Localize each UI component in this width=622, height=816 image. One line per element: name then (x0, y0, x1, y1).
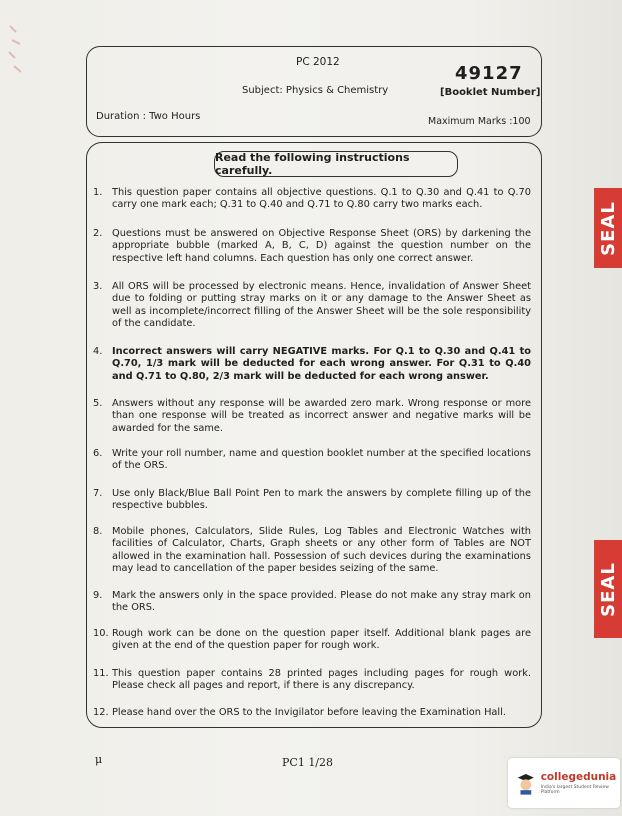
instruction-item (93, 281, 531, 331)
instruction-item (93, 668, 531, 693)
instruction-text: All ORS will be processed by electronic means. Hence, invalidation of Answer Sheet due to folding or putting stray marks on it or any damage to the Answer Sheet as well as incomplete/incorrect filling of the Answer Sheet will be the sole responsibility of the candidate. (112, 281, 531, 330)
seal-label: SEAL (597, 200, 619, 256)
paper-code: PC 2012 (296, 56, 340, 68)
instruction-item (93, 398, 531, 435)
booklet-number: 49127 (455, 63, 523, 84)
instruction-item (93, 187, 531, 212)
instruction-item (93, 707, 531, 719)
instruction-number: 3. (93, 281, 103, 292)
watermark-name: collegedunia (540, 771, 617, 783)
instruction-number: 10. (93, 628, 109, 639)
instruction-text: Incorrect answers will carry NEGATIVE marks. For Q.1 to Q.30 and Q.41 to Q.70, 1/3 mark will be deducted for each wrong answer. For Q.31 to Q.40 and Q.71 to Q.80, 2/3 mark will be deducted for each wrong answer. (112, 346, 531, 382)
instruction-item (93, 228, 531, 265)
page-number: PC1 1/28 (282, 756, 334, 769)
instruction-text: Questions must be answered on Objective Response Sheet (ORS) by darkening the appropriate bubble (marked A, B, C, D) against the question number on the respective left hand columns. Each question has only one correct answer. (112, 228, 531, 264)
instruction-item (93, 526, 531, 576)
instruction-number: 11. (93, 668, 109, 679)
instruction-text: Mark the answers only in the space provided. Please do not make any stray mark on the ORS. (112, 590, 531, 614)
instruction-number: 1. (93, 187, 103, 198)
seal-stamp-top (594, 188, 622, 268)
instruction-number: 5. (93, 398, 103, 409)
instruction-number: 9. (93, 590, 103, 601)
instruction-number: 4. (93, 346, 103, 357)
instruction-number: 12. (93, 707, 109, 718)
instruction-item (93, 448, 531, 473)
instruction-text: Write your roll number, name and question booklet number at the specified locations of the ORS. (112, 448, 531, 472)
instruction-text: Answers without any response will be awarded zero mark. Wrong response or more than one response will be treated as incorrect answer and negative marks will be awarded for the same. (112, 398, 531, 434)
watermark-tagline: India's largest Student Review Platform (540, 785, 609, 795)
instruction-number: 7. (93, 488, 103, 499)
footer-mark: μ (95, 753, 103, 766)
instruction-item (93, 488, 531, 513)
instruction-number: 6. (93, 448, 103, 459)
graduate-avatar-icon (516, 770, 536, 796)
instruction-number: 2. (93, 228, 103, 239)
instruction-text: Use only Black/Blue Ball Point Pen to mark the answers by complete filling up of the respective bubbles. (112, 488, 531, 512)
instruction-item (93, 628, 531, 653)
watermark-logo (508, 758, 620, 808)
seal-stamp-bottom (594, 540, 622, 638)
booklet-number-label: [Booklet Number] (440, 87, 541, 98)
instructions-banner: Read the following instructions carefully. (214, 151, 458, 177)
instruction-text: This question paper contains 28 printed pages including pages for rough work. Please check all pages and report, if there is any discrepancy. (112, 668, 531, 692)
instruction-item (93, 346, 531, 383)
duration: Duration : Two Hours (96, 111, 201, 122)
seal-label: SEAL (597, 561, 619, 617)
instruction-text: Rough work can be done on the question paper itself. Additional blank pages are given at the end of the question paper for rough work. (112, 628, 531, 652)
instruction-item (93, 590, 531, 615)
subject-line: Subject: Physics & Chemistry (242, 85, 389, 96)
instruction-text: Mobile phones, Calculators, Slide Rules, Log Tables and Electronic Watches with facilities of Calculator, Charts, Graph sheets or any other form of Tables are NOT allowed in the examination hall. Possession of such devices during the examinations may lead to cancellation of the paper besides seizing of the same. (112, 526, 531, 575)
maximum-marks: Maximum Marks :100 (428, 116, 531, 127)
instruction-text: Please hand over the ORS to the Invigilator before leaving the Examination Hall. (112, 707, 506, 718)
instruction-text: This question paper contains all objective questions. Q.1 to Q.30 and Q.41 to Q.70 carry one mark each; Q.31 to Q.40 and Q.71 to Q.80 carry two marks each. (112, 187, 531, 211)
instruction-number: 8. (93, 526, 103, 537)
edge-smudge (6, 22, 28, 82)
